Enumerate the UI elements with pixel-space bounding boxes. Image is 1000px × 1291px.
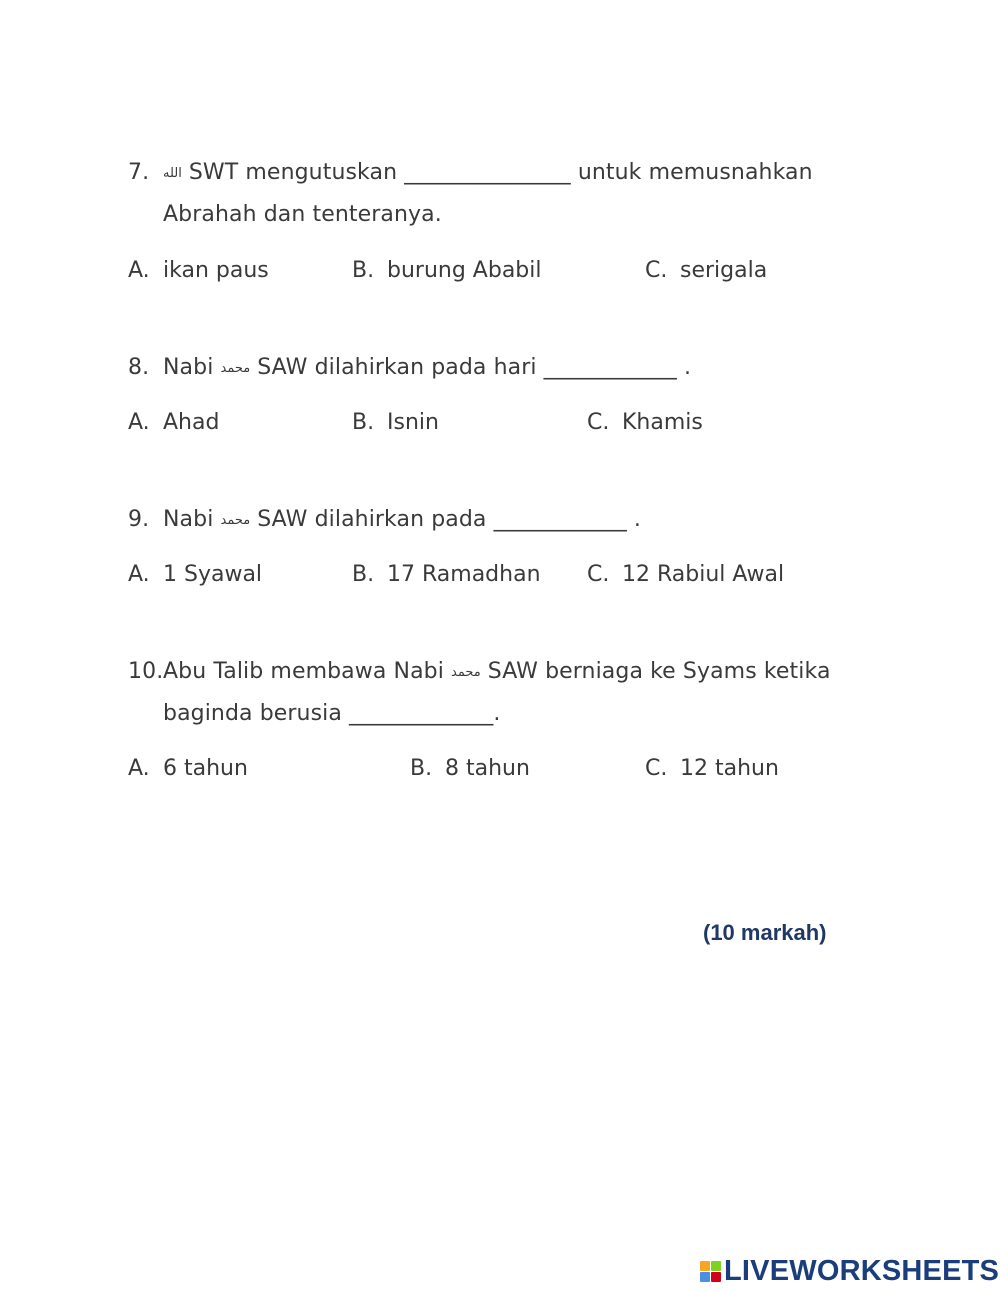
option-b[interactable]: B. 8 tahun <box>410 756 530 781</box>
option-a[interactable]: A. 6 tahun <box>128 756 248 781</box>
question-number: 8. <box>128 355 150 380</box>
question-number: 10. <box>128 659 164 684</box>
question-number: 7. <box>128 160 150 185</box>
question-text: Nabi <box>163 507 221 532</box>
arabic-muhammad: محمد <box>451 665 481 680</box>
option-b[interactable]: B. 17 Ramadhan <box>352 562 541 587</box>
question-text: SAW berniaga ke Syams ketika <box>480 659 831 684</box>
option-b[interactable]: B. Isnin <box>352 410 439 435</box>
question-number: 9. <box>128 507 150 532</box>
question-text: SWT mengutuskan _______________ untuk memusnahkan <box>181 160 813 185</box>
arabic-allah: الله <box>163 166 182 181</box>
option-c[interactable]: C. 12 Rabiul Awal <box>587 562 785 587</box>
question-text: baginda berusia _____________. <box>163 701 501 726</box>
total-marks: (10 markah) <box>703 920 827 945</box>
arabic-muhammad: محمد <box>220 513 251 528</box>
option-c[interactable]: C. 12 tahun <box>645 756 779 781</box>
liveworksheets-logo-icon <box>700 1261 721 1282</box>
liveworksheets-logo[interactable] <box>700 1253 999 1289</box>
option-a[interactable]: A. Ahad <box>128 410 220 435</box>
option-a[interactable]: A. ikan paus <box>128 258 269 283</box>
question-text: SAW dilahirkan pada ____________ . <box>250 507 641 532</box>
logo-text: LIVEWORKSHEETS <box>724 1254 1000 1287</box>
option-c[interactable]: C. Khamis <box>587 410 703 435</box>
arabic-muhammad: محمد <box>220 361 251 376</box>
option-b[interactable]: B. burung Ababil <box>352 258 542 283</box>
option-c[interactable]: C. serigala <box>645 258 768 283</box>
question-text: Abrahah dan tenteranya. <box>163 202 442 227</box>
question-text: SAW dilahirkan pada hari ____________ . <box>250 355 692 380</box>
option-a[interactable]: A. 1 Syawal <box>128 562 263 587</box>
question-text: Nabi <box>163 355 221 380</box>
question-text: Abu Talib membawa Nabi <box>163 659 452 684</box>
